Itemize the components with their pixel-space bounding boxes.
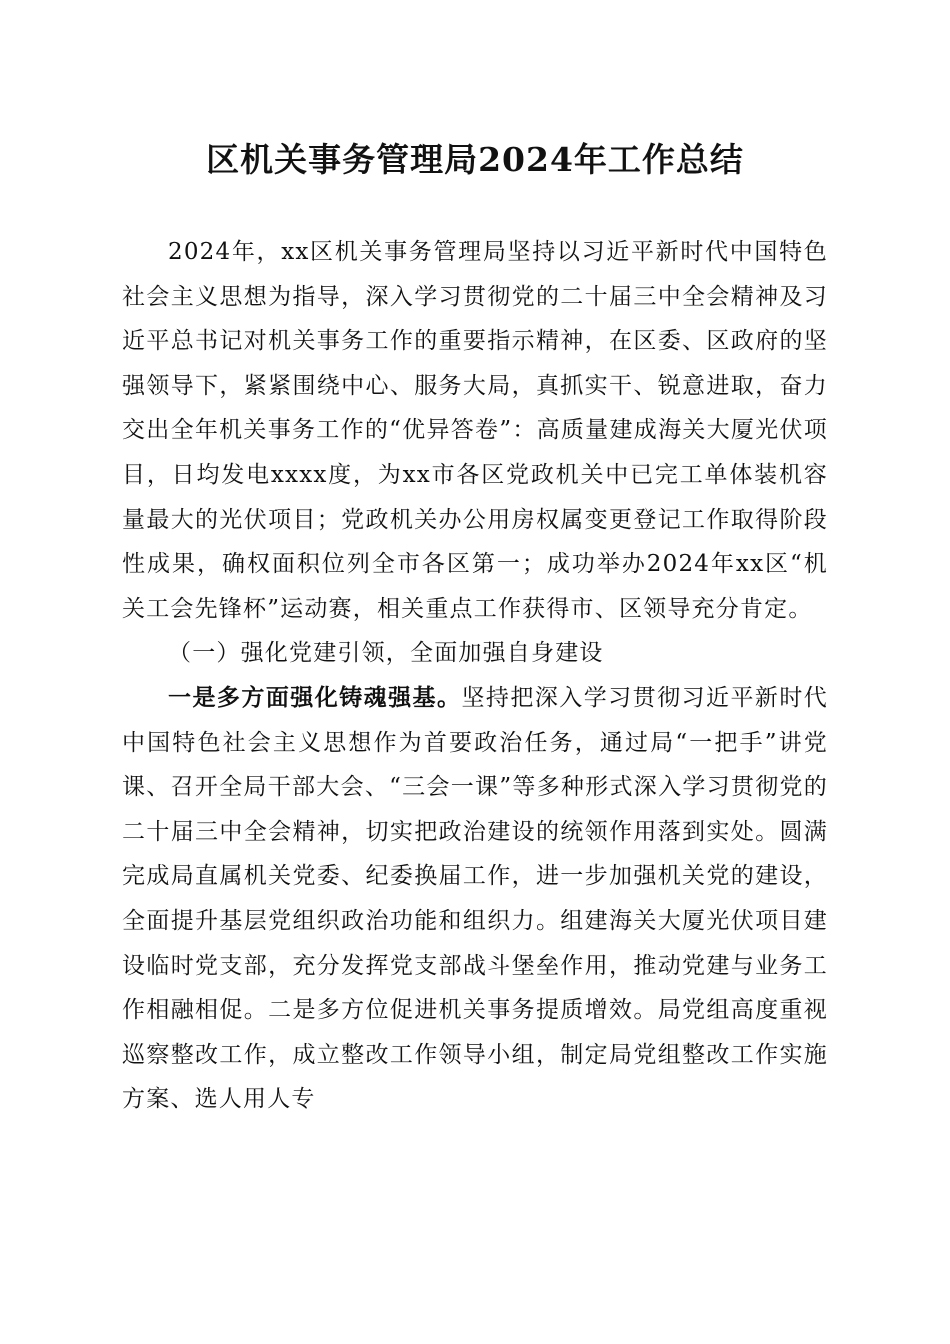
document-title: 区机关事务管理局2024年工作总结 — [206, 140, 744, 179]
section-body-text: 坚持把深入学习贯彻习近平新时代中国特色社会主义思想作为首要政治任务，通过局“一把手”讲党课、召开全局干部大会、“三会一课”等多种形式深入学习贯彻党的二十届三中全会精神，切实把政治建设的统领作用落到实处。圆满完成局直属机关党委、纪委换届工作，进一步加强机关党的建设，全面提升基层党组织政治功能和组织力。组建海关大厦光伏项目建设临时党支部，充分发挥党支部战斗堡垒作用，推动党建与业务工作相融相促。二是多方位促进机关事务提质增效。局党组高度重视巡察整改工作，成立整改工作领导小组，制定局党组整改工作实施方案、选人用人专 — [122, 684, 829, 1113]
intro-paragraph: 2024年，xx区机关事务管理局坚持以习近平新时代中国特色社会主义思想为指导，深入学习贯彻党的二十届三中全会精神及习近平总书记对机关事务工作的重要指示精神，在区委、区政府的坚强领导下，紧紧围绕中心、服务大局，真抓实干、锐意进取，奋力交出全年机关事务工作的“优异答卷”：高质量建成海关大厦光伏项目，日均发电xxxx度，为xx市各区党政机关中已完工单体装机容量最大的光伏项目；党政机关办公用房权属变更登记工作取得阶段性成果，确权面积位列全市各区第一；成功举办2024年xx区“机关工会先锋杯”运动赛，相关重点工作获得市、区领导充分肯定。 — [122, 239, 828, 622]
section-paragraph — [122, 676, 828, 1122]
document-body — [122, 230, 828, 1122]
section-heading: （一）强化党建引领，全面加强自身建设 — [168, 640, 604, 667]
section-lead-sentence: 一是多方面强化铸魂强基。 — [168, 683, 462, 711]
